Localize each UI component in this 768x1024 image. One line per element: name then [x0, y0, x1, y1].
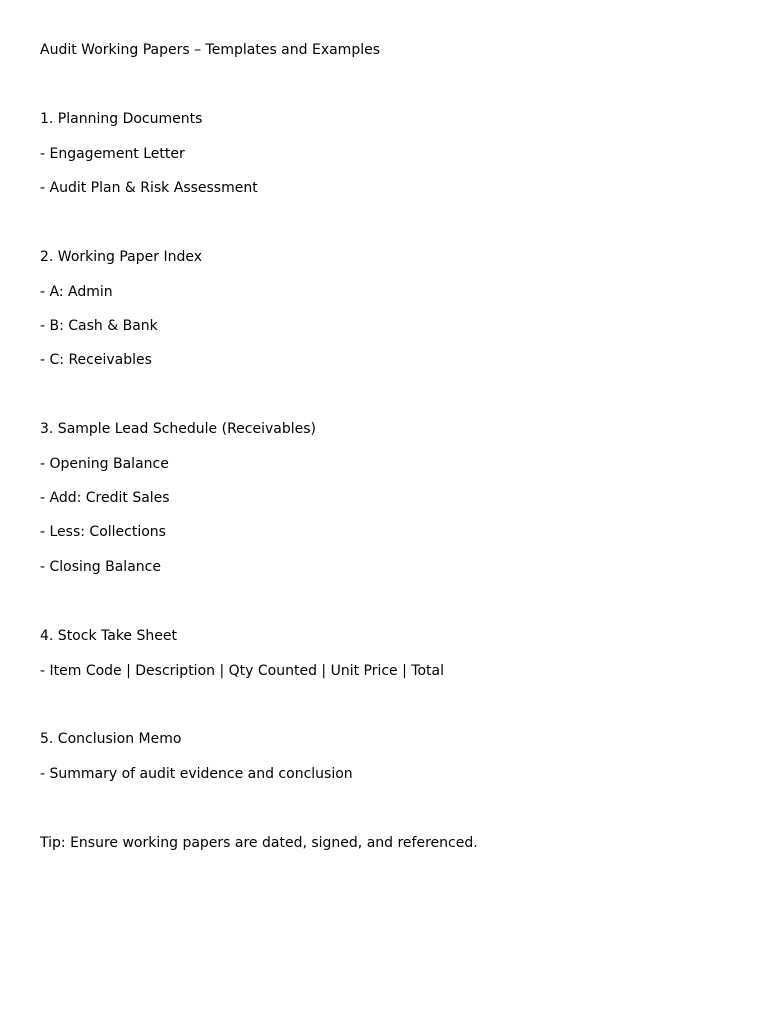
section-heading-conclusion: 5. Conclusion Memo	[40, 731, 182, 747]
list-item: - Less: Collections	[40, 524, 166, 540]
section-heading-lead-schedule: 3. Sample Lead Schedule (Receivables)	[40, 421, 317, 437]
list-item: - C: Receivables	[40, 352, 152, 368]
section-heading-index: 2. Working Paper Index	[40, 249, 202, 265]
section-heading-stock-take: 4. Stock Take Sheet	[40, 628, 177, 644]
list-item: - B: Cash & Bank	[40, 318, 158, 334]
tip-text: Tip: Ensure working papers are dated, signed, and referenced.	[40, 835, 478, 851]
list-item: - Summary of audit evidence and conclusion	[40, 766, 353, 782]
list-item: - Item Code | Description | Qty Counted | Unit Price | Total	[40, 663, 444, 679]
list-item: - Add: Credit Sales	[40, 490, 170, 506]
list-item: - Closing Balance	[40, 559, 161, 575]
list-item: - Opening Balance	[40, 456, 169, 472]
section-heading-planning: 1. Planning Documents	[40, 111, 203, 127]
list-item: - A: Admin	[40, 284, 113, 300]
document-title: Audit Working Papers – Templates and Examples	[40, 42, 381, 58]
list-item: - Audit Plan & Risk Assessment	[40, 180, 258, 196]
list-item: - Engagement Letter	[40, 146, 185, 162]
